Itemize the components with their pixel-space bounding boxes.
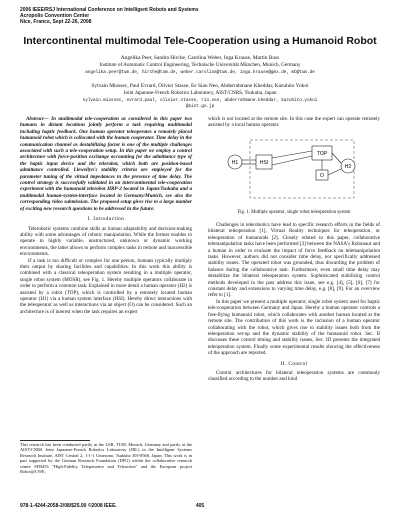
h2-label: H2 (344, 164, 352, 170)
header-line-1: 2006 IEEE/RSJ International Conference on Intelligent Robots and Systems (20, 7, 199, 13)
top-label: TOP (316, 151, 328, 157)
conference-header (20, 7, 320, 25)
authors-group-1: Angelika Peer, Sandra Hirche, Carolina Weber, Inga Krause, Martin Buss (120, 55, 280, 61)
hsi-label: HSI (259, 160, 269, 166)
left-column (20, 116, 192, 315)
right-paragraph-2: In this paper we present a multiple operator, single robot system used for haptic tele-cooperation between Germany and Japan. Hereby a human operator controls a free-flying humanoid robot, which collaborates with another human located at the remote site. The contribution of this work is the inclusion of a human operator collaborating with the robot, which gives rise to stability issues both from the teleoperation set-up and the dynamic stability of the humanoid robot. Sec. II discusses these control timing and stability issues, Sec. III presents the integrated teleoperation system. Finally some experimental results showing the effectiveness of the approach are reported. (208, 298, 380, 357)
emails-group-1: angelika.peer@tum.de, hirche@tum.de, weber.carolina@tum.de, inga.krause@gmx.de, mb@tum.de (85, 70, 315, 75)
copyright-footer: 978-1-4244-2058-2/08/$25.00 ©2008 IEEE. (20, 503, 117, 509)
h1-label: H1 (231, 160, 239, 166)
emails-group-2: sylvain.miossec, evrard.paul, olivier.stasse, rio.neo, abderrahmane.kheddar, kazuhito.yokoi (82, 98, 318, 103)
page-number: 405 (195, 503, 205, 509)
footnote-rule (20, 440, 90, 441)
figure-1-caption: Fig. 1. Multiple operator, single robot teleoperation system (237, 210, 351, 215)
affiliation-1: Institute of Automatic Control Engineering, Technische Universität München, Munich, Germany (99, 62, 301, 68)
right-paragraph-cont: which is not located at the remote site. In this case the expert can operate remotely assisted by a local human operator. (208, 116, 380, 129)
emails-domain-2: @aist.go.jp (185, 104, 215, 109)
section-heading-introduction: I. Introduction (87, 216, 125, 223)
header-line-2: Acropolis Convention Center (20, 13, 90, 19)
o-label: O (320, 173, 324, 179)
right-column (208, 222, 380, 383)
right-paragraph-1: Challenges in telerobotics have lead to specific research efforts in the fields of bilateral teleoperation [1], Virtual Reality techniques for teleoperation, or teleoperation of humanoids [2]. Closely related to this paper, collaborative telemanipulation tasks have been performed [3] between the NASA's Robonaut and a human in order to evaluate the impact of force feedback on telemanipulation tasks. However, authors did not consider time delay, nor specifically addressed stability issues. The operated robot was grounded, thus discarding the problem of balance during the collaborative task. Furthermore, even small time delay may destabilize the bilateral teleoperation system. Sophisticated stabilizing control methods developed in the past address this issue, see e.g. [4], [5], [6], [7] for constant delay and extensions to varying time delay, e.g. [8], [9]. For an overview refer to [1]. (208, 222, 380, 299)
figure-1-diagram (220, 134, 370, 206)
right-column-top (208, 116, 380, 129)
intro-paragraph-2: If a task is too difficult or complex for one person, humans typically multiply their output by sharing facilities and capabilities. In this work this ability is combined with a classical teleoperation system resulting in a multiple operator, single robot system (MOSR), see Fig. 1. Hereby multiple operators collaborate in order to perform a common task. Explained in more detail a human operator (H2) is assisted by a robot (TOP), which is controlled by a remotely located human operator (H1) via a human system interface (HSI). Hereby direct interactions with the teleoperator as well as interactions via an object (O) can be considered. Such an architecture is of interest when the task requires an expert (20, 257, 192, 315)
section-heading-control: II. Control (280, 360, 308, 367)
affiliation-2: Joint Japanese-French Robotics Laboratory, AIST/CNRS, Tsukuba, Japan (123, 90, 277, 96)
paper-title: Intercontinental multimodal Tele-Cooperation using a Humanoid Robot (23, 35, 377, 47)
abstract: Abstract— In multimodal tele-cooperation as considered in this paper two humans in distant locations jointly perform a task requiring multimodal including haptic feedback. One human operator teleoperates a remotely placed humanoid robot which is collocated with the human cooperator. Time delay in the communication channel as destabilizing factor is one of the multiple challenges associated with such a tele-cooperation setup. In this paper we employ a control architecture with force-position exchange accounting for the admittance type of the haptic input device and the telerobot, which both are position-based admittance controlled. Llewellyn's stability criteria are employed for the parameter tuning of the virtual impedances in the presence of time delay. The control strategy is successfully validated in an intercontinental tele-cooperation experiment with the humanoid telerobot HRP-2 located in Japan/Tsukuba and a multimodal human-system-interface located in Germany/Munich, see also the corresponding video submission. The proposed setup gives rise to a large number of exciting new research questions to be addressed in the future. (20, 116, 192, 212)
authors-group-2: Sylvain Miossec, Paul Evrard, Olivier Stasse, Ee Sian Neo, Abderrahmane Kheddar, Kazuhito Yokoi (91, 83, 309, 89)
right-paragraph-3: Control architectures for bilateral teleoperation systems are commonly classified according to the number and kind (208, 369, 380, 383)
footnote: This research has been conducted partly in the LSR, TUM, Munich, Germany and partly at the AIST/CNRS Joint Japanese-French Robotics Laboratory (JRL) in the Intelligent Systems Research Institute, AIST Central 2, 1-1-1 Umezono, Tsukuba 305-8568, Japan. This work is in part supported by the German Research Foundation (DFG) within the collaborative research centre SFB453 "High-Fidelity Telepresence and Teleaction" and the European project Robot@CWE. (20, 442, 192, 475)
header-line-3: Nice, France, Sept 22-26, 2008 (20, 19, 92, 25)
intro-paragraph-1: Telerobotic systems combine skills as human adaptability and decision-making ability with some advantages of robotic manipulation. While the former enables to operate in highly variable, unstructured, unknown or dynamic working environments, the latter allows to perform complex tasks in remote and inaccessible environments. (20, 225, 192, 258)
